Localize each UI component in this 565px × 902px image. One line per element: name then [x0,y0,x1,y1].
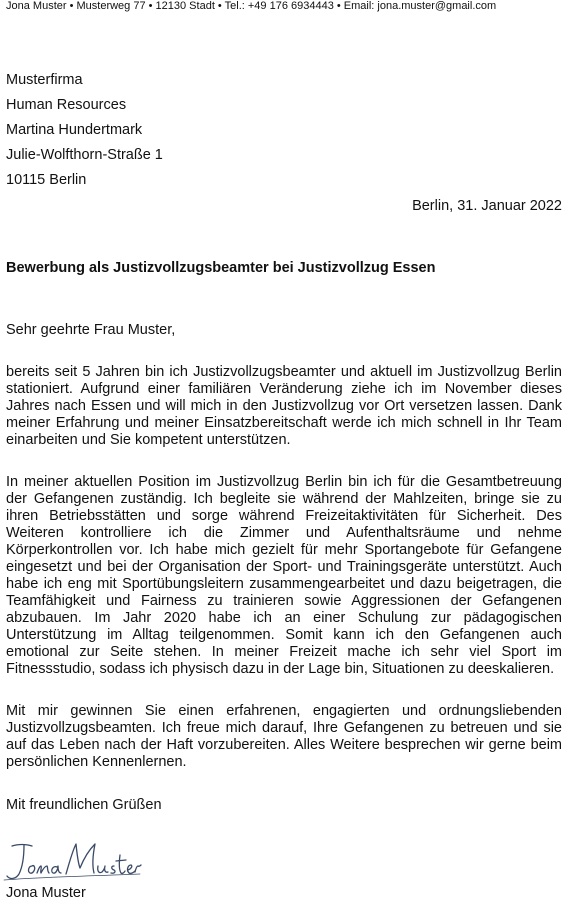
body-paragraph-experience: In meiner aktuellen Position im Justizvollzug Berlin bin ich für die Gesamtbetreuung der Gefangenen zuständig. Ich begleite sie während der Mahlzeiten, bringe sie zu ihren Betriebsstätten und sorge während Freizeitaktivitäten für Sicherheit. Des Weiteren kontrolliere ich die Zimmer und Aufenthaltsräume und nehme Körperkontrollen vor. Ich habe mich gezielt für mehr Sportangebote für Gefangene eingesetzt und bei der Organisation der Sport- und Trainingsgeräte unterstützt. Auch habe ich eng mit Sportübungsleitern zusammengearbeitet und dazu beigetragen, die Teamfähigkeit und Fairness zu trainieren sowie Aggressionen der Gefangenen abzubauen. Im Jahr 2020 habe ich an einer Schulung zur pädagogischen Unterstützung im Alltag teilgenommen. Somit kann ich den Gefangenen auch emotional zur Seite stehen. In meiner Freizeit mache ich sehr viel Sport im Fitnessstudio, sodass ich physisch dazu in der Lage bin, Situationen zu deeskalieren. [6,474,562,677]
letter-date: Berlin, 31. Januar 2022 [412,198,562,214]
body-paragraph-intro: bereits seit 5 Jahren bin ich Justizvollzugsbeamter und aktuell im Justizvollzug Berlin stationiert. Aufgrund einer familiären Veränderung ziehe ich im November dieses Jahres nach Essen und will mich in den Justizvollzug vor Ort versetzen lassen. Dank meiner Erfahrung und meiner Einsatzbereitschaft werde ich mich schnell in Ihr Team einarbeiten und Sie kompetent unterstützen. [6,364,562,448]
letter-subject: Bewerbung als Justizvollzugsbeamter bei Justizvollzug Essen [6,260,436,276]
closing-phrase: Mit freundlichen Grüßen [6,797,162,813]
recipient-city: 10115 Berlin [6,172,87,188]
sender-contact-line: Jona Muster • Musterweg 77 • 12130 Stadt • Tel.: +49 176 6934443 • Email: jona.muster@gmail.com [6,0,497,12]
body-paragraph-conclusion: Mit mir gewinnen Sie einen erfahrenen, engagierten und ordnungsliebenden Justizvollzugsbeamten. Ich freue mich darauf, Ihre Gefangenen zu betreuen und sie auf das Leben nach der Haft vorzubereiten. Alles Weitere besprechen wir gerne beim persönlichen Kennenlernen. [6,703,562,770]
recipient-department: Human Resources [6,97,127,113]
handwritten-signature [2,838,142,884]
salutation: Sehr geehrte Frau Muster, [6,322,176,338]
signer-name: Jona Muster [6,885,86,901]
recipient-address [6,69,163,194]
recipient-contact-person: Martina Hundertmark [6,122,143,138]
recipient-street: Julie-Wolfthorn-Straße 1 [6,147,163,163]
recipient-company: Musterfirma [6,72,83,88]
